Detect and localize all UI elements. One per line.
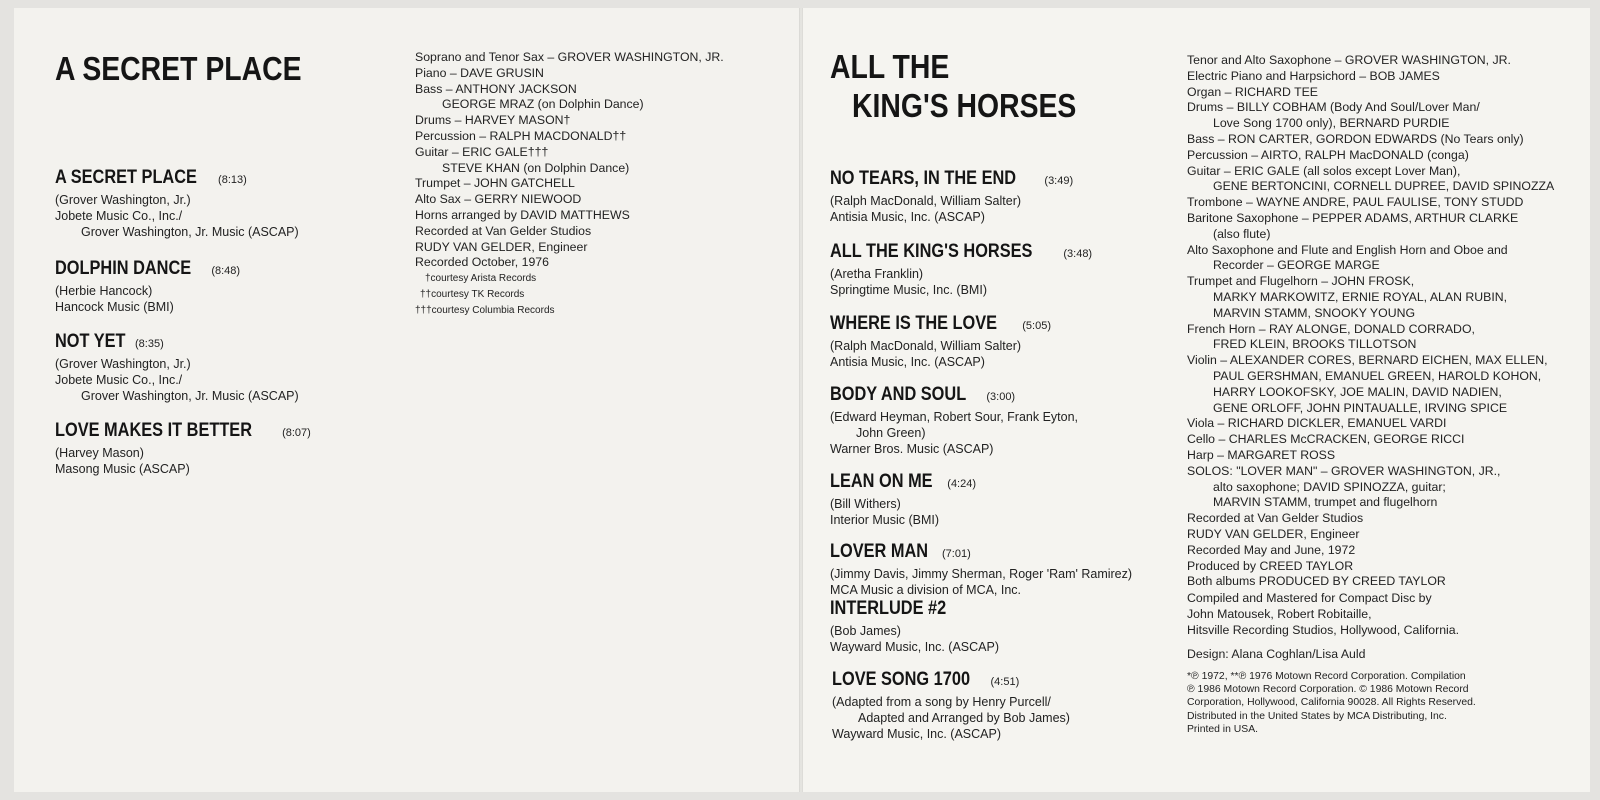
track-credit: (Harvey Mason) [55, 446, 144, 460]
design-credit: Design: Alana Coghlan/Lisa Auld [1187, 647, 1366, 661]
track-credit: Wayward Music, Inc. (ASCAP) [830, 640, 1000, 654]
track-credit: (Grover Washington, Jr.) [55, 193, 191, 207]
personnel-line: Alto Sax – GERRY NIEWOOD [415, 192, 582, 207]
track-title: LOVE MAKES IT BETTER [55, 420, 253, 441]
personnel-line: Recorded October, 1976 [415, 255, 549, 270]
personnel-line: Alto Saxophone and Flute and English Horn and Oboe and [1187, 242, 1508, 257]
track-credit: (Adapted from a song by Henry Purcell/ [832, 695, 1051, 709]
track-title: BODY AND SOUL [830, 384, 967, 405]
track-duration: (7:01) [942, 548, 971, 560]
personnel-line: MARVIN STAMM, trumpet and flugelhorn [1213, 495, 1438, 510]
right-track-5 [830, 472, 976, 528]
personnel-line: MARVIN STAMM, SNOOKY YOUNG [1213, 305, 1416, 320]
track-credit: Grover Washington, Jr. Music (ASCAP) [81, 225, 299, 239]
page-fold [799, 8, 803, 792]
track-credit: Adapted and Arranged by Bob James) [858, 711, 1070, 725]
track-duration: (4:24) [947, 478, 977, 490]
track-duration: (5:05) [1022, 320, 1051, 332]
track-title: A SECRET PLACE [55, 167, 197, 188]
track-title: INTERLUDE #2 [830, 598, 947, 619]
track-credit: (Bill Withers) [830, 497, 901, 511]
copyright-line: Distributed in the United States by MCA Distributing, Inc. [1187, 710, 1447, 722]
track-duration: (8:48) [211, 265, 241, 277]
track-duration: (3:00) [986, 391, 1016, 403]
track-duration: (8:07) [282, 427, 311, 439]
personnel-line: Baritone Saxophone – PEPPER ADAMS, ARTHUR CLARKE [1187, 210, 1519, 225]
track-credit: Jobete Music Co., Inc./ [55, 373, 183, 387]
personnel-line: RUDY VAN GELDER, Engineer [1187, 526, 1360, 541]
personnel-line: French Horn – RAY ALONGE, DONALD CORRADO, [1187, 321, 1475, 336]
right-track-6 [830, 542, 1132, 598]
track-duration: (8:35) [135, 338, 164, 350]
personnel-line: Drums – HARVEY MASON† [415, 113, 571, 128]
track-title: LOVER MAN [830, 541, 929, 562]
footnote-line: †courtesy Arista Records [425, 273, 537, 285]
personnel-line: Harp – MARGARET ROSS [1187, 447, 1336, 462]
right-track-3 [830, 314, 1051, 370]
left-track-3 [55, 332, 299, 404]
track-credit: (Bob James) [830, 624, 901, 638]
personnel-line: Guitar – ERIC GALE††† [415, 144, 549, 159]
track-credit: Interior Music (BMI) [830, 513, 940, 527]
personnel-line: Piano – DAVE GRUSIN [415, 65, 544, 80]
track-credit: (Jimmy Davis, Jimmy Sherman, Roger 'Ram' Ramirez) [830, 567, 1133, 581]
track-credit: Warner Bros. Music (ASCAP) [830, 442, 994, 456]
personnel-line: alto saxophone; DAVID SPINOZZA, guitar; [1213, 479, 1446, 494]
track-credit: Antisia Music, Inc. (ASCAP) [830, 355, 985, 369]
personnel-line: Horns arranged by DAVID MATTHEWS [415, 207, 630, 222]
track-credit: Grover Washington, Jr. Music (ASCAP) [81, 389, 299, 403]
left-track-4 [55, 421, 311, 477]
copyright-notice [1187, 670, 1476, 736]
personnel-line: Cello – CHARLES McCRACKEN, GEORGE RICCI [1187, 432, 1465, 447]
personnel-line: SOLOS: "LOVER MAN" – GROVER WASHINGTON, JR., [1187, 463, 1501, 478]
personnel-line: Bass – RON CARTER, GORDON EDWARDS (No Tears only) [1187, 131, 1524, 146]
track-credit: Hancock Music (BMI) [55, 300, 174, 314]
right-track-8 [832, 670, 1070, 742]
track-duration: (3:48) [1063, 248, 1093, 260]
track-duration: (3:49) [1044, 175, 1074, 187]
right-track-1 [830, 169, 1073, 225]
personnel-line: Organ – RICHARD TEE [1187, 84, 1318, 99]
personnel-line: Viola – RICHARD DICKLER, EMANUEL VARDI [1187, 416, 1447, 431]
personnel-line: Recorded at Van Gelder Studios [415, 223, 592, 238]
mastering-credits [1187, 591, 1459, 638]
personnel-line: Tenor and Alto Saxophone – GROVER WASHINGTON, JR. [1187, 53, 1511, 67]
right-track-7 [830, 599, 999, 655]
personnel-line: Soprano and Tenor Sax – GROVER WASHINGTON, JR. [415, 50, 724, 64]
track-credit: (Ralph MacDonald, William Salter) [830, 339, 1022, 353]
personnel-line: Trumpet – JOHN GATCHELL [415, 176, 575, 191]
track-credit: (Aretha Franklin) [830, 267, 924, 281]
personnel-line: Bass – ANTHONY JACKSON [415, 81, 577, 96]
track-title: LEAN ON ME [830, 471, 933, 492]
personnel-line: Recorded at Van Gelder Studios [1187, 511, 1364, 526]
personnel-line: Percussion – RALPH MACDONALD†† [415, 128, 627, 143]
mastering-line: John Matousek, Robert Robitaille, [1187, 606, 1372, 621]
personnel-line: Guitar – ERIC GALE (all solos except Lover Man), [1187, 163, 1461, 178]
album-title-line1: ALL THE [830, 48, 950, 85]
track-credit: (Edward Heyman, Robert Sour, Frank Eyton, [830, 410, 1079, 424]
track-credit: Wayward Music, Inc. (ASCAP) [832, 727, 1002, 741]
track-credit: Masong Music (ASCAP) [55, 462, 190, 476]
personnel-line: Violin – ALEXANDER CORES, BERNARD EICHEN, MAX ELLEN, [1187, 353, 1548, 368]
track-credit: (Grover Washington, Jr.) [55, 357, 191, 371]
personnel-line: Trumpet and Flugelhorn – JOHN FROSK, [1187, 274, 1415, 289]
personnel-line: Percussion – AIRTO, RALPH MacDONALD (conga) [1187, 147, 1469, 162]
personnel-line: Recorder – GEORGE MARGE [1213, 258, 1380, 273]
track-title: WHERE IS THE LOVE [830, 313, 998, 334]
copyright-line: Corporation, Hollywood, California 90028. All Rights Reserved. [1187, 697, 1476, 709]
footnote-line: †††courtesy Columbia Records [415, 304, 555, 316]
track-title: ALL THE KING'S HORSES [830, 241, 1033, 262]
personnel-line: Love Song 1700 only), BERNARD PURDIE [1213, 116, 1450, 131]
track-credit: (Herbie Hancock) [55, 284, 153, 298]
mastering-line: Compiled and Mastered for Compact Disc by [1187, 591, 1432, 605]
footnote-line: ††courtesy TK Records [420, 288, 525, 300]
copyright-line: *℗ 1972, **℗ 1976 Motown Record Corporation. Compilation [1187, 671, 1466, 682]
album-title-line2: KING'S HORSES [852, 87, 1077, 124]
right-track-4 [830, 385, 1078, 457]
track-credit: Antisia Music, Inc. (ASCAP) [830, 210, 985, 224]
track-credit: Springtime Music, Inc. (BMI) [830, 283, 987, 297]
track-credit: John Green) [856, 426, 926, 440]
personnel-line: MARKY MARKOWITZ, ERNIE ROYAL, ALAN RUBIN, [1213, 289, 1508, 304]
personnel-line: GENE ORLOFF, JOHN PINTAUALLE, IRVING SPICE [1213, 400, 1508, 415]
mastering-line: Hitsville Recording Studios, Hollywood, California. [1187, 622, 1460, 637]
copyright-line: Printed in USA. [1187, 723, 1259, 735]
personnel-line: STEVE KHAN (on Dolphin Dance) [442, 160, 630, 175]
personnel-line: PAUL GERSHMAN, EMANUEL GREEN, HAROLD KOHON, [1213, 368, 1542, 383]
track-duration: (8:13) [218, 174, 247, 186]
track-title: DOLPHIN DANCE [55, 258, 192, 279]
personnel-line: FRED KLEIN, BROOKS TILLOTSON [1213, 337, 1417, 352]
personnel-line: RUDY VAN GELDER, Engineer [415, 239, 588, 254]
copyright-line: ℗ 1986 Motown Record Corporation. © 1986 Motown Record [1187, 684, 1469, 696]
personnel-line: Produced by CREED TAYLOR [1187, 558, 1354, 573]
track-title: LOVE SONG 1700 [832, 669, 971, 690]
track-duration: (4:51) [990, 676, 1020, 688]
personnel-line: Trombone – WAYNE ANDRE, PAUL FAULISE, TONY STUDD [1187, 195, 1524, 210]
right-personnel [1187, 53, 1554, 590]
track-credit: Jobete Music Co., Inc./ [55, 209, 183, 223]
album-title-secret-place: A SECRET PLACE [55, 50, 302, 87]
personnel-line: Both albums PRODUCED BY CREED TAYLOR [1187, 574, 1446, 589]
track-credit: (Ralph MacDonald, William Salter) [830, 194, 1022, 208]
personnel-line: Recorded May and June, 1972 [1187, 542, 1356, 557]
track-credit: MCA Music a division of MCA, Inc. [830, 583, 1022, 597]
personnel-line: HARRY LOOKOFSKY, JOE MALIN, DAVID NADIEN, [1213, 384, 1502, 399]
left-personnel [415, 50, 724, 319]
track-title: NO TEARS, IN THE END [830, 168, 1017, 189]
personnel-line: GEORGE MRAZ (on Dolphin Dance) [442, 97, 644, 112]
track-title: NOT YET [55, 331, 126, 352]
left-track-2 [55, 259, 240, 315]
personnel-line: Electric Piano and Harpsichord – BOB JAMES [1187, 68, 1440, 83]
personnel-line: GENE BERTONCINI, CORNELL DUPREE, DAVID SPINOZZA [1213, 179, 1555, 194]
right-track-2 [830, 242, 1092, 298]
personnel-line: (also flute) [1213, 226, 1271, 241]
personnel-line: Drums – BILLY COBHAM (Body And Soul/Lover Man/ [1187, 100, 1480, 115]
left-track-1 [55, 168, 299, 240]
